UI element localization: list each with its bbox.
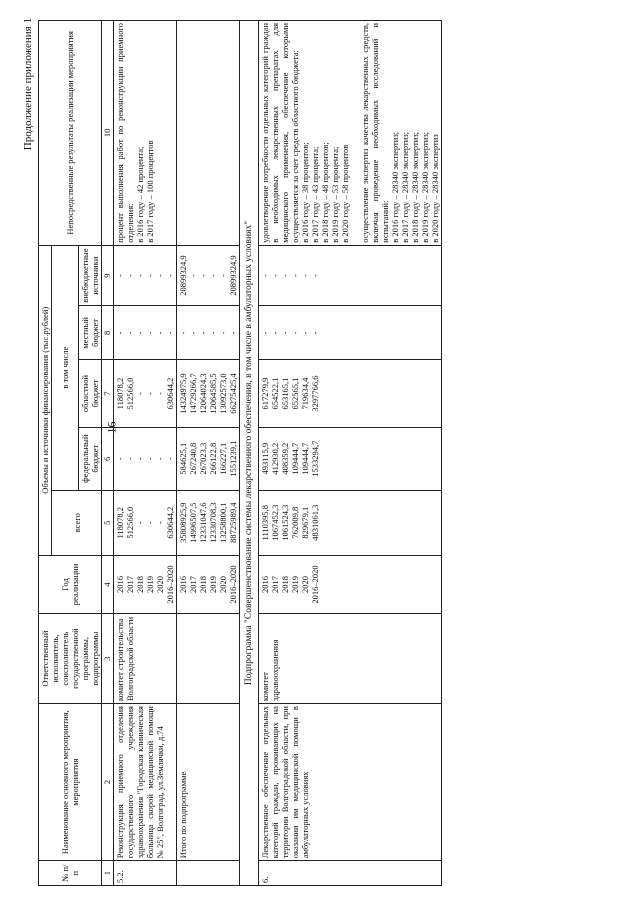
list-value: - [300,274,310,278]
col-year-header: Год реализации [39,555,102,613]
list-value: 2017 [125,575,135,593]
list-value: 829679,1 [300,506,310,539]
row-number: 6. [259,861,442,886]
list-value: в 2016 году – 38 процентов; [300,142,310,243]
list-value: - [270,274,280,278]
list-value: 12330708,3 [208,502,218,543]
col-incl-header: в том числе [52,245,79,490]
list-value: - [115,457,125,461]
appendix-title: Продолжение приложения 1 [22,18,34,151]
local-values [177,306,240,360]
list-value: 512566,0 [125,506,135,539]
list-value: 652565,1 [290,377,300,410]
result-text: осуществление экспертиз качества лекарственных средств, включая проведение необходимых исследований и испытаний: [360,23,390,243]
list-value: 267023,3 [198,442,208,475]
page-number: 16 [104,421,119,434]
list-value: - [145,392,155,395]
list-value: 2020 [155,575,165,593]
list-value: 654522,1 [270,377,280,410]
list-value: - [135,521,145,525]
list-value: 617279,9 [260,377,270,410]
list-value: - [208,274,218,278]
itogo-label: Итого по подпрограмме [177,704,240,861]
row-number [177,861,240,886]
list-value: 2016–2020 [310,565,320,604]
local-values [114,306,177,360]
offbudget-values [114,245,177,306]
list-value: 2019 [145,575,155,593]
list-value: 12064585,5 [208,373,218,414]
program-table [38,20,442,886]
list-value: - [145,457,155,461]
list-value: - [198,331,208,335]
years-list [177,555,240,613]
list-value: 1110395,8 [260,504,270,541]
list-value: 2016 [260,575,270,593]
list-value: 512566,0 [125,377,135,410]
list-value: 2017 [270,575,280,593]
list-value: 2018 [135,575,145,593]
result-items [135,23,155,243]
col-total-header: всего [52,490,102,555]
list-value: 14729266,7 [188,373,198,414]
list-value: - [300,331,310,335]
years-list [114,555,177,613]
result-cell [177,21,240,246]
subprogram-title: Подпрограмма "Совершенствование системы лекарственного обеспечения, в том числе в амбулаторных условиях" [240,21,259,886]
list-value: 118078,2 [115,506,125,539]
list-value: - [228,331,238,335]
list-value: в 2018 году – 48 процентов; [320,142,330,243]
list-value: в 2020 году – 28340 экспертиз [430,134,440,243]
list-value: в 2017 году – 43 процента; [310,146,320,243]
list-value: - [280,331,290,335]
list-value: - [280,274,290,278]
list-value: - [260,331,270,335]
list-value: 2016–2020 [165,565,175,604]
list-value: - [115,331,125,335]
list-value: 630644,2 [165,506,175,539]
list-value: 13258800,1 [218,502,228,543]
list-value: 166227,1 [218,442,228,475]
list-value: 762009,8 [290,506,300,539]
list-value: 412930,2 [270,442,280,475]
local-values [259,306,442,360]
list-value: - [115,274,125,278]
result-cell [114,21,177,246]
list-value: 1061524,3 [280,504,290,541]
result-text: удовлетворение потребности отдельных категорий граждан в необходимых лекарственных препаратах для медицинского применения, обеспечение которыми осуществляется за счет средств областного бюджета: [260,23,300,243]
result-cell [259,21,442,246]
col-index: 3 [102,614,114,704]
list-value: в 2020 году – 58 процентов [340,144,350,243]
list-value: - [198,274,208,278]
list-value: 2016 [178,575,188,593]
list-value: 2020 [300,575,310,593]
responsible-executor: комитет строительства Волгоградской области [114,614,177,704]
list-value: 2016 [115,575,125,593]
list-value: 14324975,9 [178,373,188,414]
table-row-6 [259,21,442,886]
row-number: 5.2. [114,861,177,886]
list-value: - [188,274,198,278]
list-value: 88725989,4 [228,502,238,543]
list-value: 1067452,3 [270,504,280,541]
list-value: 2017 [188,575,198,593]
col-offbudget-header: внебюджетные источники [79,245,102,306]
list-value: в 2019 году – 28340 экспертиз; [420,131,430,243]
total-values [259,490,442,555]
list-value: 584625,1 [178,442,188,475]
federal-values [114,427,177,490]
result-items [300,23,350,243]
offbudget-values [259,245,442,306]
list-value: - [155,457,165,461]
list-value: - [165,457,175,461]
col-local-header: местный бюджет [79,306,102,360]
list-value: 14996507,5 [188,502,198,543]
list-value: - [310,274,320,278]
list-value: 12064024,3 [198,373,208,414]
list-value: 109444,7 [300,442,310,475]
list-value: 408359,2 [280,442,290,475]
list-value: 12331047,6 [198,502,208,543]
list-value: в 2016 году – 28340 экспертиз; [390,131,400,243]
list-value: 2018 [280,575,290,593]
list-value: - [270,331,280,335]
years-list [259,555,442,613]
list-value: 630644,2 [165,377,175,410]
col-federal-header: федеральный бюджет [79,427,102,490]
list-value: - [178,331,188,335]
result-text: процент выполнения работ по реконструкции приемного отделения: [115,23,135,243]
list-value: в 2017 году – 28340 экспертиз; [400,131,410,243]
list-value: - [218,331,228,335]
list-value: - [125,457,135,461]
rotated-page [22,18,618,886]
list-value: - [260,274,270,278]
list-value: - [155,274,165,278]
list-value: 3297766,6 [310,375,320,412]
list-value: 109444,7 [290,442,300,475]
measure-name: Реконструкция приемного отделения государственного учреждения здравоохранения "Городская клиническая больница скорой медицинской помощи № 25", Волгоград, ул.Землячки, д.74 [114,704,177,861]
list-value: - [145,331,155,335]
federal-values [259,427,442,490]
list-value: 66275425,4 [228,373,238,414]
list-value: 2016–2020 [228,565,238,604]
offbudget-values [177,245,240,306]
list-value: - [145,274,155,278]
list-value: - [290,331,300,335]
result-items [390,23,440,243]
list-value: - [125,274,135,278]
total-values [114,490,177,555]
col-index: 5 [102,490,114,555]
list-value: - [188,331,198,335]
col-name-header: Наименование основного мероприятия, мероприятия [39,704,102,861]
regional-values [259,360,442,427]
responsible-executor: комитет здравоохранения [259,614,442,704]
list-value: 267240,8 [188,442,198,475]
list-value: в 2016 году – 42 процента; [135,146,145,243]
list-value: - [125,331,135,335]
list-value: 4831061,3 [310,504,320,541]
list-value: 2018 [198,575,208,593]
header-row-1 [39,21,52,886]
col-resp-header: Ответственный исполнитель, соисполнитель государственной программы, подпрограммы [39,614,102,704]
list-value: 493115,9 [260,442,270,475]
col-num-header: № п/п [39,861,102,886]
regional-values [114,360,177,427]
total-values [177,490,240,555]
col-index: 8 [102,306,114,360]
list-value: 2019 [290,575,300,593]
list-value: - [165,331,175,335]
list-value: - [155,331,165,335]
federal-values [177,427,240,490]
col-finance-header: Объемы и источники финансирования (тыс.рублей) [39,245,52,555]
list-value: 2020 [218,575,228,593]
subprogram-row [240,21,259,886]
responsible-executor [177,614,240,704]
table-row-itogo [177,21,240,886]
list-value: в 2018 году – 28340 экспертиз; [410,131,420,243]
list-value: 13092573,0 [218,373,228,414]
list-value: 1533294,7 [310,440,320,477]
list-value: - [310,331,320,335]
list-value: - [155,521,165,525]
column-index-row [102,21,114,886]
list-value: - [135,274,145,278]
col-index: 10 [102,21,114,246]
list-value: - [135,392,145,395]
list-value: 2019 [208,575,218,593]
list-value: 20899324,9 [178,255,188,296]
col-index: 1 [102,861,114,886]
list-value: - [155,392,165,395]
list-value: - [208,331,218,335]
col-result-header: Непосредственные результаты реализации мероприятия [39,21,102,246]
col-index: 6 [102,427,114,490]
list-value: - [290,274,300,278]
list-value: 35808925,9 [178,502,188,543]
list-value: в 2019 году – 53 процента; [330,146,340,243]
list-value: - [165,274,175,278]
col-index: 4 [102,555,114,613]
list-value: 653165,1 [280,377,290,410]
list-value: 266122,8 [208,442,218,475]
list-value: - [135,331,145,335]
list-value: 20899324,9 [228,255,238,296]
col-index: 2 [102,704,114,861]
col-regional-header: областной бюджет [79,360,102,427]
measure-name: Лекарственное обеспечение отдельных категорий граждан, проживающих на территории Волгоградской области, при оказании им медицинской помощи в амбулаторных условиях [259,704,442,861]
list-value: - [218,274,228,278]
list-value: - [135,457,145,461]
list-value: 1551239,1 [228,440,238,477]
list-value: 719634,4 [300,377,310,410]
list-value: - [145,521,155,525]
table-row-5-2 [114,21,177,886]
col-index: 9 [102,245,114,306]
regional-values [177,360,240,427]
list-value: 118078,2 [115,377,125,410]
col-index: 7 [102,360,114,427]
list-value: в 2017 году – 100 процентов [145,140,155,243]
